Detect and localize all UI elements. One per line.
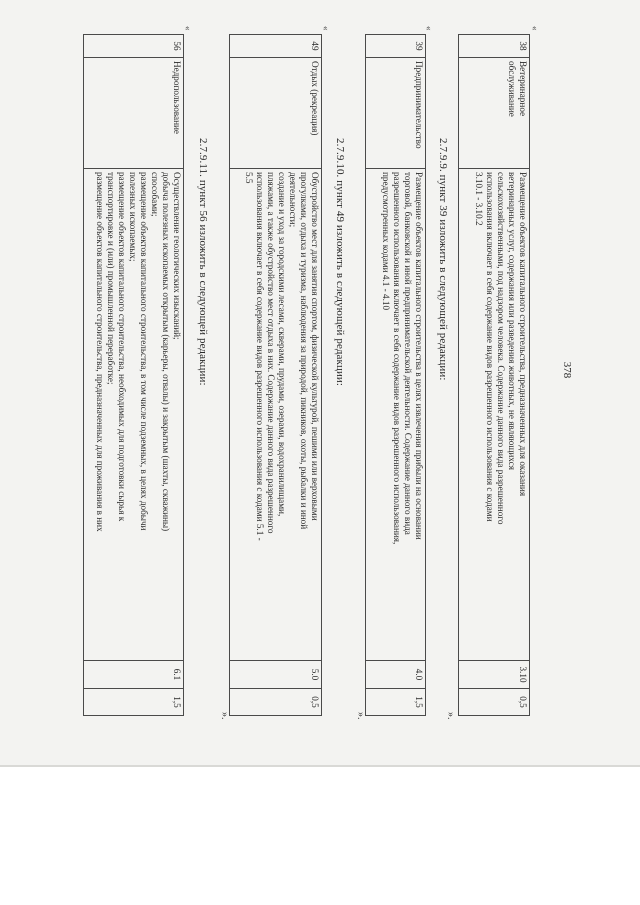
description-line: размещение объектов капитального строительства, предназначенных для проживания в них [95, 172, 105, 532]
open-quote: « [183, 26, 193, 31]
row-name: Отдых (рекреация) [230, 58, 322, 169]
description-line: торговой, банковской и иной предпринимательской деятельности. Содержание данного вида [403, 172, 413, 535]
row-name: Ветеринарное обслуживание [459, 58, 530, 169]
description-line: прогулками, отдыха и туризма, наблюдения за природой, пикников, охоты, рыбалки и иной [299, 172, 309, 530]
close-quote: ». [445, 712, 456, 720]
description-line: способами; [150, 172, 160, 217]
description-line: пляжами, а также обустройство мест отдыха в них. Содержание данного вида разрешенного [266, 172, 276, 534]
description-line: деятельности; [288, 172, 298, 228]
description-line: Осуществление геологических изысканий; [172, 172, 182, 340]
row-name: Недропользование [84, 58, 184, 169]
description-line: создание и уход за городскими лесами, скверами, прудами, озерами, водохранилищами, [277, 172, 287, 517]
row-description [366, 169, 426, 661]
close-quote: ». [219, 712, 230, 720]
scan-edge [0, 765, 640, 767]
row-code: 6.1 [84, 661, 184, 689]
row-description [84, 169, 184, 661]
description-line: транспортировке и (или) промышленной переработке; [106, 172, 116, 385]
row-value: 1,5 [84, 689, 184, 716]
description-line: использования включает в себя содержание видов разрешенного использования с кодами [485, 172, 495, 522]
row-value: 1,5 [366, 689, 426, 716]
open-quote: « [424, 26, 434, 31]
row-value: 0,5 [459, 689, 530, 716]
section-heading: 2.7.9.11. пункт 56 изложить в следующей редакции: [197, 138, 209, 386]
row-number: 49 [230, 35, 322, 58]
row-name: Предпринимательство [366, 58, 426, 169]
description-line: размещение объектов капитального строительства, необходимых для подготовки сырья к [117, 172, 127, 522]
description-line: Обустройство мест для занятия спортом, физической культурой, пешими или верховыми [310, 172, 320, 521]
table-row [365, 34, 426, 716]
description-line: полезных ископаемых; [128, 172, 138, 262]
description-line: использования включает в себя содержание видов разрешенного использования с кодами 5.1 - [255, 172, 265, 541]
row-description [230, 169, 322, 661]
row-description [459, 169, 530, 661]
row-number: 56 [84, 35, 184, 58]
section-heading: 2.7.9.10. пункт 49 изложить в следующей редакции: [334, 138, 346, 387]
row-number: 39 [366, 35, 426, 58]
description-line: разрешенного использования включает в себя содержание видов разрешенного использования, [392, 172, 402, 545]
page-number: 378 [561, 361, 573, 379]
close-quote: ». [355, 712, 366, 720]
row-value: 0,5 [230, 689, 322, 716]
row-code: 5.0 [230, 661, 322, 689]
row-number: 38 [459, 35, 530, 58]
open-quote: « [321, 26, 331, 31]
rotated-document [50, 20, 638, 720]
description-line: 3.10.1 - 3.10.2 [474, 172, 484, 226]
description-line: Размещение объектов капитального строительства в целях извлечения прибыли на основании [414, 172, 424, 540]
description-line: ветеринарных услуг, содержания или разведения животных, не являющихся [507, 172, 517, 470]
row-code: 4.0 [366, 661, 426, 689]
description-line: предусмотренных кодами 4.1 - 4.10 [381, 172, 391, 311]
table-row [458, 34, 530, 716]
description-line: добыча полезных ископаемых открытым (карьеры, отвалы) и закрытым (шахты, скважины) [161, 172, 171, 532]
section-heading: 2.7.9.9. пункт 39 изложить в следующей редакции: [437, 138, 449, 381]
description-line: размещение объектов капитального строительства, в том числе подземных, в целях добычи [139, 172, 149, 531]
description-line: 5.5 [244, 172, 254, 184]
table-row [83, 34, 184, 716]
open-quote: « [530, 26, 540, 31]
description-line: Размещение объектов капитального строительства, предназначенных для оказания [518, 172, 528, 497]
description-line: сельскохозяйственными, под надзором человека. Содержание данного вида разрешенного [496, 172, 506, 525]
table-row [229, 34, 322, 716]
row-code: 3.10 [459, 661, 530, 689]
